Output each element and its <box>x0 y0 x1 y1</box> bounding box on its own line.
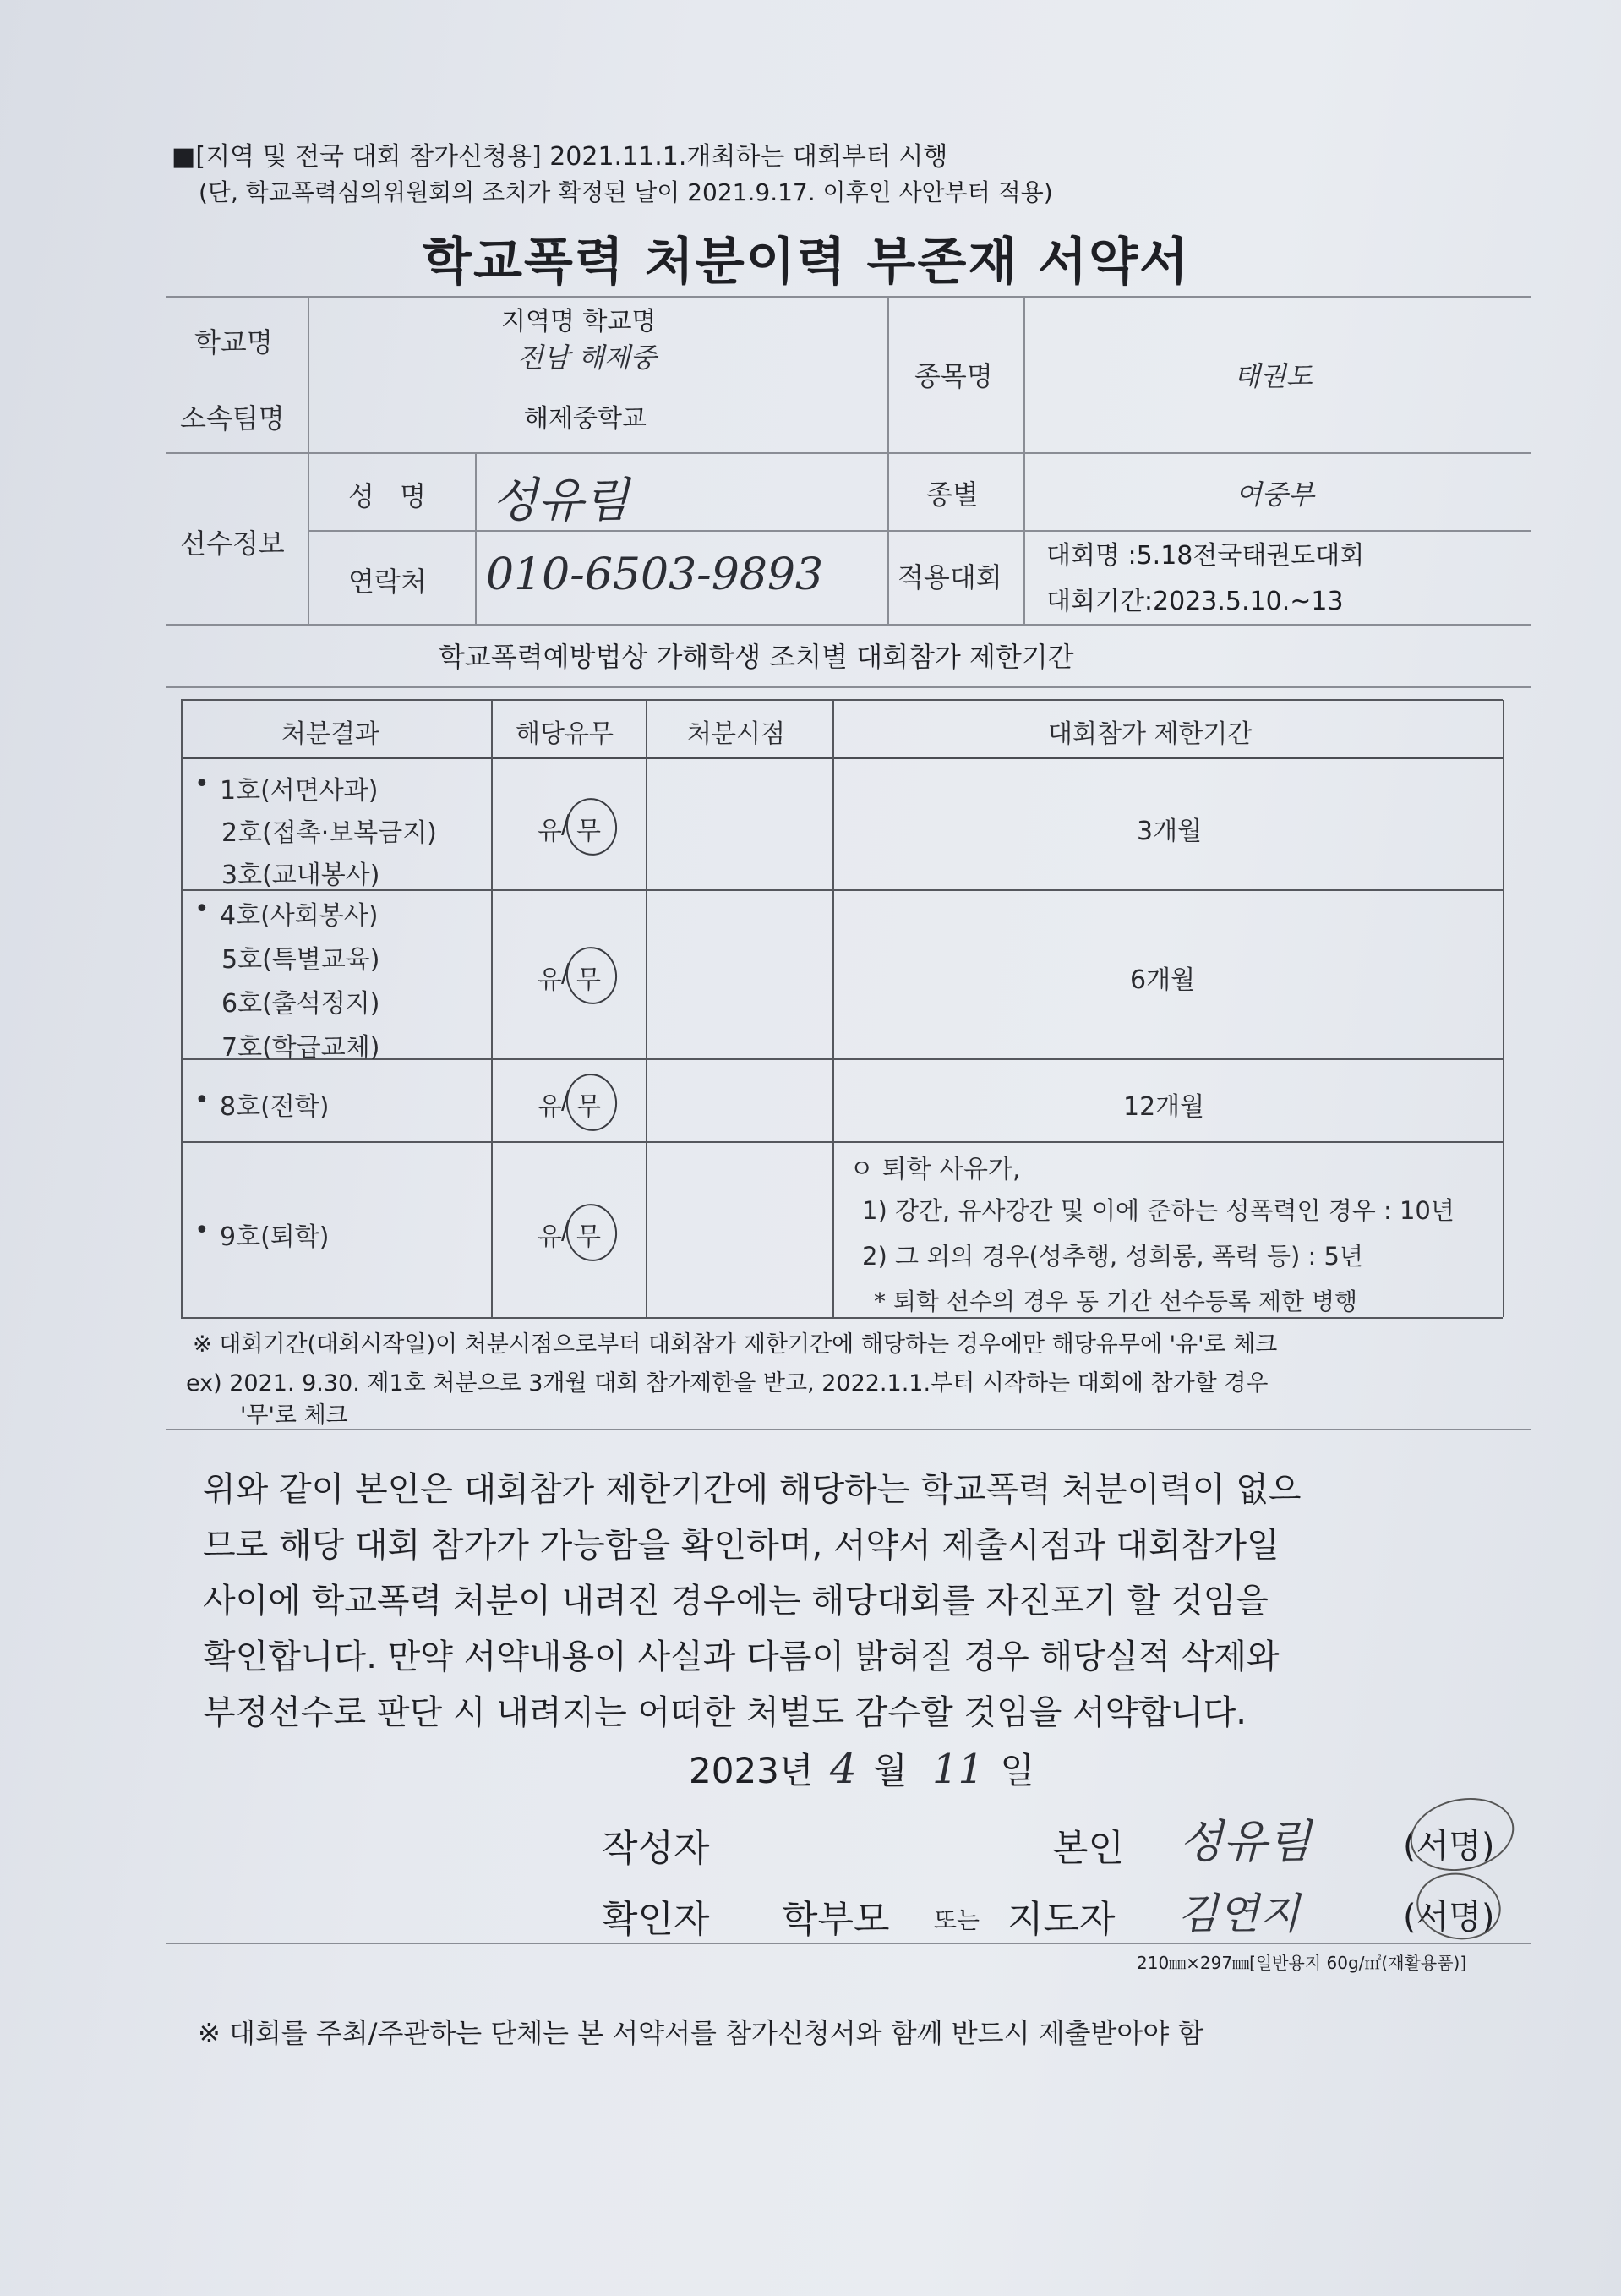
player-info-label: 선수정보 <box>180 528 285 560</box>
expulsion-note-line: 1) 강간, 유사강간 및 이에 준하는 성폭력인 경우 : 10년 <box>862 1196 1455 1225</box>
info-col-divider <box>475 454 477 624</box>
table-col-border <box>646 700 647 1317</box>
header-notice-text: [지역 및 전국 대회 참가신청용] 2021.11.1.개최하는 대회부터 시행 <box>195 142 948 172</box>
section-title: 학교폭력예방법상 가해학생 조치별 대회참가 제한기간 <box>439 641 1074 673</box>
applicable-yes: 유 <box>538 817 562 846</box>
info-col-divider <box>887 298 889 624</box>
note-line: ※ 대회기간(대회시작일)이 처분시점으로부터 대회참가 제한기간에 해당하는 경우에만 해당유무에 '유'로 체크 <box>193 1331 1278 1358</box>
contact-value: 010-6503-9893 <box>486 549 824 600</box>
team-value: 해제중학교 <box>524 404 647 434</box>
info-bottom-border <box>166 624 1531 626</box>
check-circle <box>563 795 621 859</box>
pledge-line: 사이에 학교폭력 처분이 내려진 경우에는 해당대회를 자진포기 할 것임을 <box>203 1582 1269 1621</box>
row-bullet: • <box>194 1216 210 1245</box>
date-day-suffix: 일 <box>1000 1750 1034 1791</box>
writer-label: 작성자 <box>602 1827 710 1870</box>
table-col-border <box>832 700 834 1317</box>
row-bullet: • <box>194 769 210 799</box>
disposition-item: 9호(퇴학) <box>220 1222 330 1252</box>
applicable-yes: 유 <box>538 1222 562 1252</box>
competition-period: 대회기간:2023.5.10.~13 <box>1046 587 1344 616</box>
date-year-suffix: 년 <box>778 1750 814 1791</box>
disposition-item: 5호(특별교육) <box>221 945 380 975</box>
disposition-item: 4호(사회봉사) <box>220 901 379 931</box>
disposition-item: 8호(전학) <box>220 1092 330 1122</box>
competition-name: 대회명 :5.18전국태권도대회 <box>1046 541 1365 571</box>
pledge-line: 므로 해당 대회 참가가 가능함을 확인하며, 서약서 제출시점과 대회참가일 <box>203 1526 1280 1565</box>
section-bottom-border <box>166 686 1531 688</box>
row-bullet: • <box>194 1085 210 1115</box>
coach-label: 지도자 <box>1007 1898 1116 1941</box>
applicable-yes: 유 <box>538 1092 562 1122</box>
info-top-border <box>166 296 1531 298</box>
applicable-no: 무 <box>576 1092 601 1122</box>
table-col-border <box>1503 700 1504 1317</box>
date-year: 2023 <box>689 1750 779 1791</box>
info-col-divider <box>1023 298 1025 624</box>
notes-bottom-border <box>166 1429 1531 1430</box>
coach-signature-name: 김연지 <box>1177 1889 1300 1938</box>
date-day: 11 <box>931 1746 985 1793</box>
info-col-divider <box>308 298 309 624</box>
restriction-period: 12개월 <box>1123 1092 1205 1122</box>
table-col-border <box>491 700 493 1317</box>
date-month-suffix: 월 <box>873 1750 908 1791</box>
header-bullet: ■ <box>172 142 196 172</box>
expulsion-note-line: 2) 그 외의 경우(성추행, 성희롱, 폭력 등) : 5년 <box>862 1242 1364 1271</box>
check-circle <box>563 1070 621 1134</box>
disposition-item: 1호(서면사과) <box>220 776 379 806</box>
event-value: 태권도 <box>1234 360 1313 392</box>
check-circle <box>563 943 621 1008</box>
division-value: 여중부 <box>1236 478 1314 511</box>
paper-spec: 210㎜×297㎜[일반용지 60g/㎡(재활용품)] <box>1137 1953 1467 1973</box>
name-value: 성유림 <box>492 473 630 528</box>
header-line-1 <box>172 135 947 172</box>
or-label: 또는 <box>934 1906 980 1934</box>
applicable-no: 무 <box>576 817 601 846</box>
expulsion-note-line: * 퇴학 선수의 경우 동 기간 선수등록 제한 병행 <box>874 1287 1358 1315</box>
applicable-slash: / <box>561 1216 570 1245</box>
header-line-2: (단, 학교폭력심의위원회의 조치가 확정된 날이 2021.9.17. 이후인 사안부터 적용) <box>199 178 1053 206</box>
note-example: ex) 2021. 9.30. 제1호 처분으로 3개월 대회 참가제한을 받고, 2022.1.1.부터 시작하는 대회에 참가할 경우 <box>186 1370 1269 1397</box>
column-header: 대회참가 제한기간 <box>1048 719 1253 749</box>
division-label: 종별 <box>926 478 979 511</box>
disposition-item: 7호(학급교체) <box>221 1033 380 1063</box>
applicable-yes: 유 <box>538 965 562 995</box>
name-label: 성 명 <box>348 480 434 512</box>
table-col-border <box>181 700 183 1317</box>
parent-label: 학부모 <box>782 1898 890 1941</box>
school-label: 학교명 <box>194 326 273 358</box>
applicable-slash: / <box>561 959 570 988</box>
applicable-no: 무 <box>576 1222 601 1252</box>
event-label: 종목명 <box>914 360 993 392</box>
document-title: 학교폭력 처분이력 부존재 서약서 <box>423 232 1191 292</box>
pledge-line: 위와 같이 본인은 대회참가 제한기간에 해당하는 학교폭력 처분이력이 없으 <box>203 1470 1302 1509</box>
disposition-item: 6호(출석정지) <box>221 989 380 1019</box>
team-label: 소속팀명 <box>180 402 285 435</box>
row-bullet: • <box>194 894 210 924</box>
column-header: 처분시점 <box>687 719 785 749</box>
school-sub-label: 지역명 학교명 <box>501 307 657 336</box>
disposition-item: 3호(교내봉사) <box>221 861 380 890</box>
applicable-slash: / <box>561 1085 570 1115</box>
applicable-slash: / <box>561 810 570 839</box>
applicable-no: 무 <box>576 965 601 995</box>
disposition-item: 2호(접촉·보복금지) <box>221 818 437 848</box>
confirmer-label: 확인자 <box>602 1898 710 1941</box>
column-header: 해당유무 <box>516 719 614 749</box>
note-example-cont: '무'로 체크 <box>240 1402 348 1429</box>
table-header-border <box>181 757 1503 759</box>
table-top-border <box>181 699 1503 701</box>
self-signature-name: 성유림 <box>1179 1815 1312 1868</box>
expulsion-note-line: ㅇ 퇴학 사유가, <box>849 1155 1021 1184</box>
pledge-line: 확인합니다. 만약 서약내용이 사실과 다름이 밝혀질 경우 해당실적 삭제와 <box>203 1637 1280 1676</box>
applied-competition-label: 적용대회 <box>898 561 1002 593</box>
school-value: 전남 해제중 <box>517 342 657 374</box>
signature-bottom-border <box>166 1943 1531 1944</box>
check-circle <box>563 1200 621 1265</box>
column-header: 처분결과 <box>281 719 379 749</box>
restriction-period: 6개월 <box>1130 965 1196 995</box>
contact-label: 연락처 <box>348 566 427 598</box>
info-row-divider <box>166 452 1531 454</box>
footer-note: ※ 대회를 주최/주관하는 단체는 본 서약서를 참가신청서와 함께 반드시 제출받아야 함 <box>198 2017 1204 2049</box>
date-month: 4 <box>829 1744 857 1793</box>
restriction-period: 3개월 <box>1137 817 1203 846</box>
pledge-date <box>689 1743 1034 1794</box>
self-seal-label: (서명) <box>1403 1827 1495 1866</box>
coach-seal-label: (서명) <box>1403 1898 1495 1937</box>
self-label: 본인 <box>1052 1827 1125 1870</box>
table-bottom-border <box>181 1317 1503 1319</box>
table-row-border <box>181 1141 1503 1143</box>
pledge-line: 부정선수로 판단 시 내려지는 어떠한 처벌도 감수할 것임을 서약합니다. <box>203 1693 1247 1732</box>
